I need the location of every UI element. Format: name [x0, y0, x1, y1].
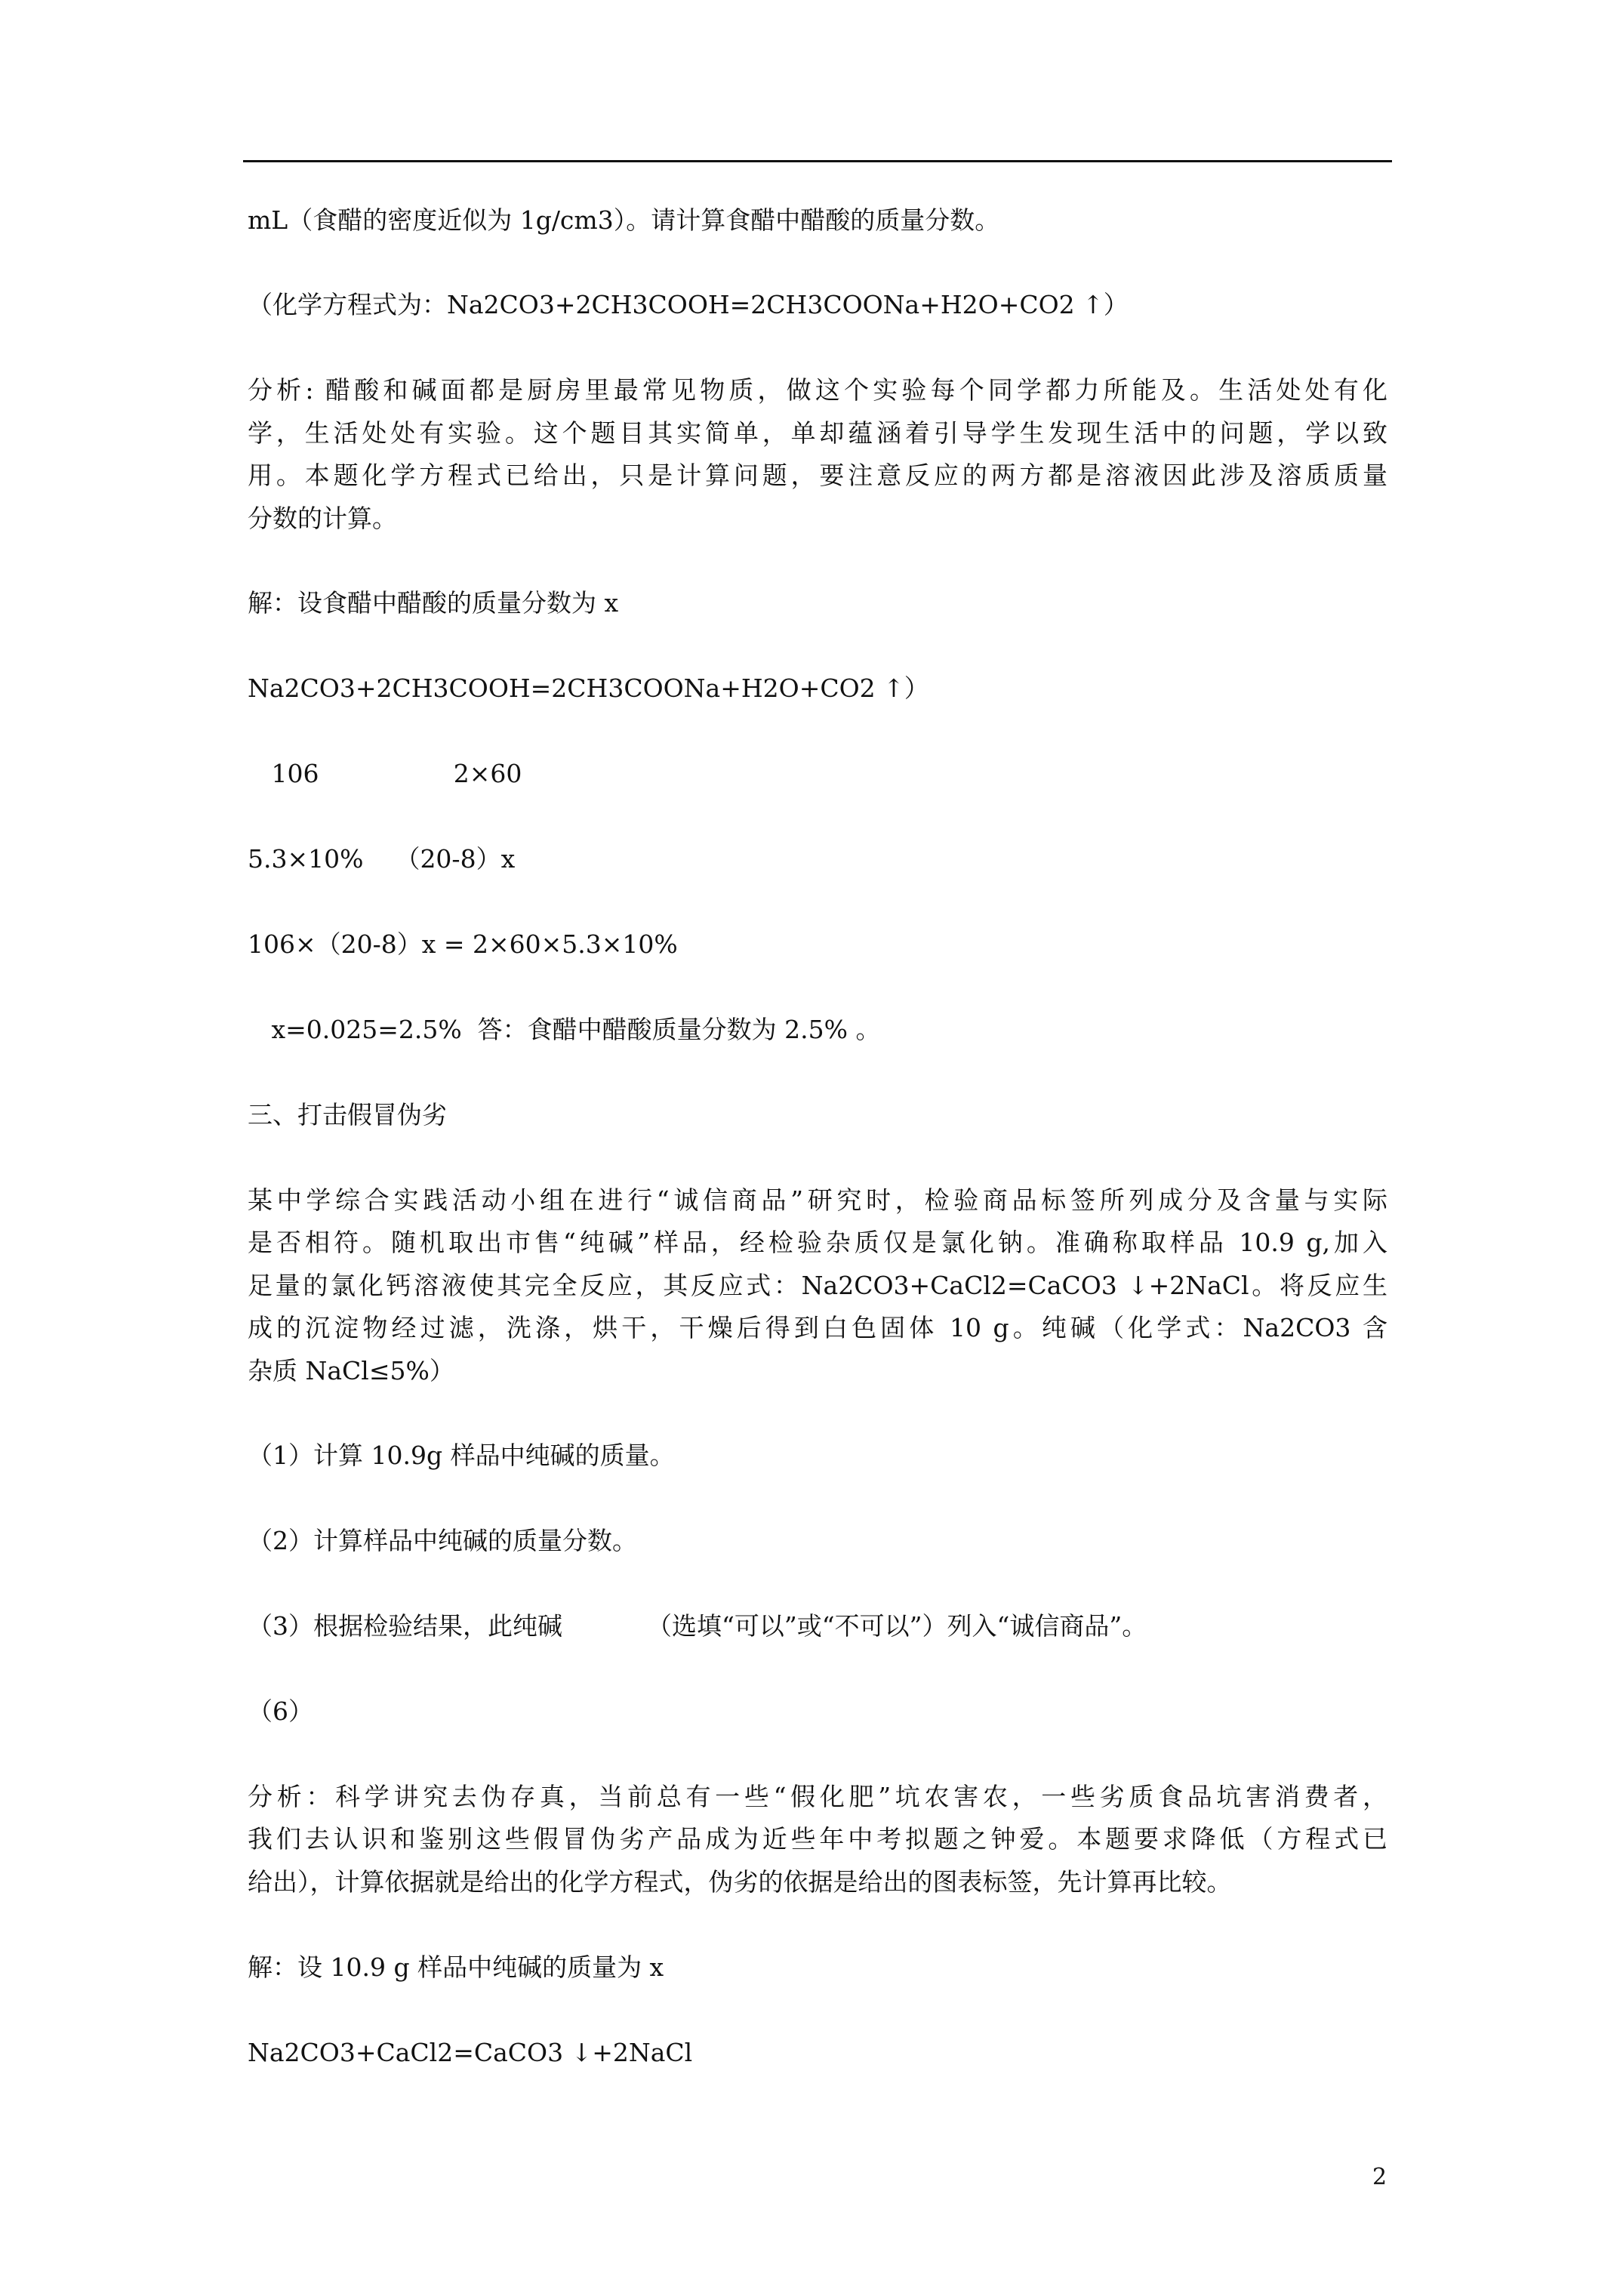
analysis-1-line: 分析: 醋酸和碱面都是厨房里最常见物质，做这个实验每个同学都力所能及。生活处处有化 — [248, 375, 1387, 405]
chemical-equation-1: Na2CO3+2CH3COOH=2CH3COONa+H2O+CO2 ↑） — [248, 673, 929, 703]
analysis-2-line: 分析：科学讲究去伪存真，当前总有一些“假化肥”坑农害农，一些劣质食品坑害消费者， — [248, 1782, 1387, 1811]
question-3 — [248, 1610, 1147, 1643]
header-rule — [243, 160, 1392, 162]
proportion-equation: 106×（20-8）x = 2×60×5.3×10% — [248, 929, 678, 959]
text-line-density: mL（食醋的密度近似为 1g/cm3）。请计算食醋中醋酸的质量分数。 — [248, 205, 1000, 235]
section-heading: 三、打击假冒伪劣 — [248, 1100, 447, 1130]
question-3-suffix: （选填“可以”或“不可以”）列入“诚信商品”。 — [647, 1611, 1147, 1641]
analysis-2-line: 给出），计算依据就是给出的化学方程式，伪劣的依据是给出的图表标签，先计算再比较。 — [248, 1867, 1232, 1897]
solution-2-setup: 解：设 10.9 g 样品中纯碱的质量为 x — [248, 1952, 664, 1982]
text-line-equation-note: （化学方程式为：Na2CO3+2CH3COOH=2CH3COONa+H2O+CO2 ↑） — [248, 290, 1129, 319]
answer-1: x=0.025=2.5% 答：食醋中醋酸质量分数为 2.5% 。 — [248, 1015, 881, 1044]
analysis-1-line: 分数的计算。 — [248, 504, 397, 533]
molar-mass-row: 106 2×60 — [248, 759, 522, 788]
problem-line: 是否相符。随机取出市售“纯碱”样品，经检验杂质仅是氯化钠。准确称取样品 10.9 g,加入 — [248, 1228, 1387, 1257]
question-2: （2）计算样品中纯碱的质量分数。 — [248, 1526, 637, 1555]
mass-row: 5.3×10% （20-8）x — [248, 844, 516, 874]
question-1: （1）计算 10.9g 样品中纯碱的质量。 — [248, 1441, 675, 1470]
question-6: （6） — [248, 1697, 313, 1726]
page-number: 2 — [1372, 2164, 1387, 2190]
analysis-1-line: 学，生活处处有实验。这个题目其实简单，单却蕴涵着引导学生发现生活中的问题，学以致 — [248, 418, 1387, 448]
problem-line: 足量的氯化钙溶液使其完全反应，其反应式：Na2CO3+CaCl2=CaCO3 ↓+2NaCl。将反应生 — [248, 1271, 1387, 1300]
chemical-equation-2: Na2CO3+CaCl2=CaCO3 ↓+2NaCl — [248, 2038, 693, 2067]
analysis-1-line: 用。本题化学方程式已给出，只是计算问题，要注意反应的两方都是溶液因此涉及溶质质量 — [248, 461, 1387, 490]
problem-line: 成的沉淀物经过滤，洗涤，烘干，干燥后得到白色固体 10 g。纯碱（化学式：Na2CO3 含 — [248, 1313, 1387, 1342]
problem-line: 某中学综合实践活动小组在进行“诚信商品”研究时，检验商品标签所列成分及含量与实际 — [248, 1185, 1387, 1215]
question-3-prefix: （3）根据检验结果，此纯碱 — [248, 1611, 562, 1641]
analysis-2-line: 我们去认识和鉴别这些假冒伪劣产品成为近些年中考拟题之钟爱。本题要求降低（方程式已 — [248, 1824, 1387, 1854]
solution-1-setup: 解：设食醋中醋酸的质量分数为 x — [248, 588, 619, 618]
problem-line: 杂质 NaCl≤5%） — [248, 1356, 454, 1385]
